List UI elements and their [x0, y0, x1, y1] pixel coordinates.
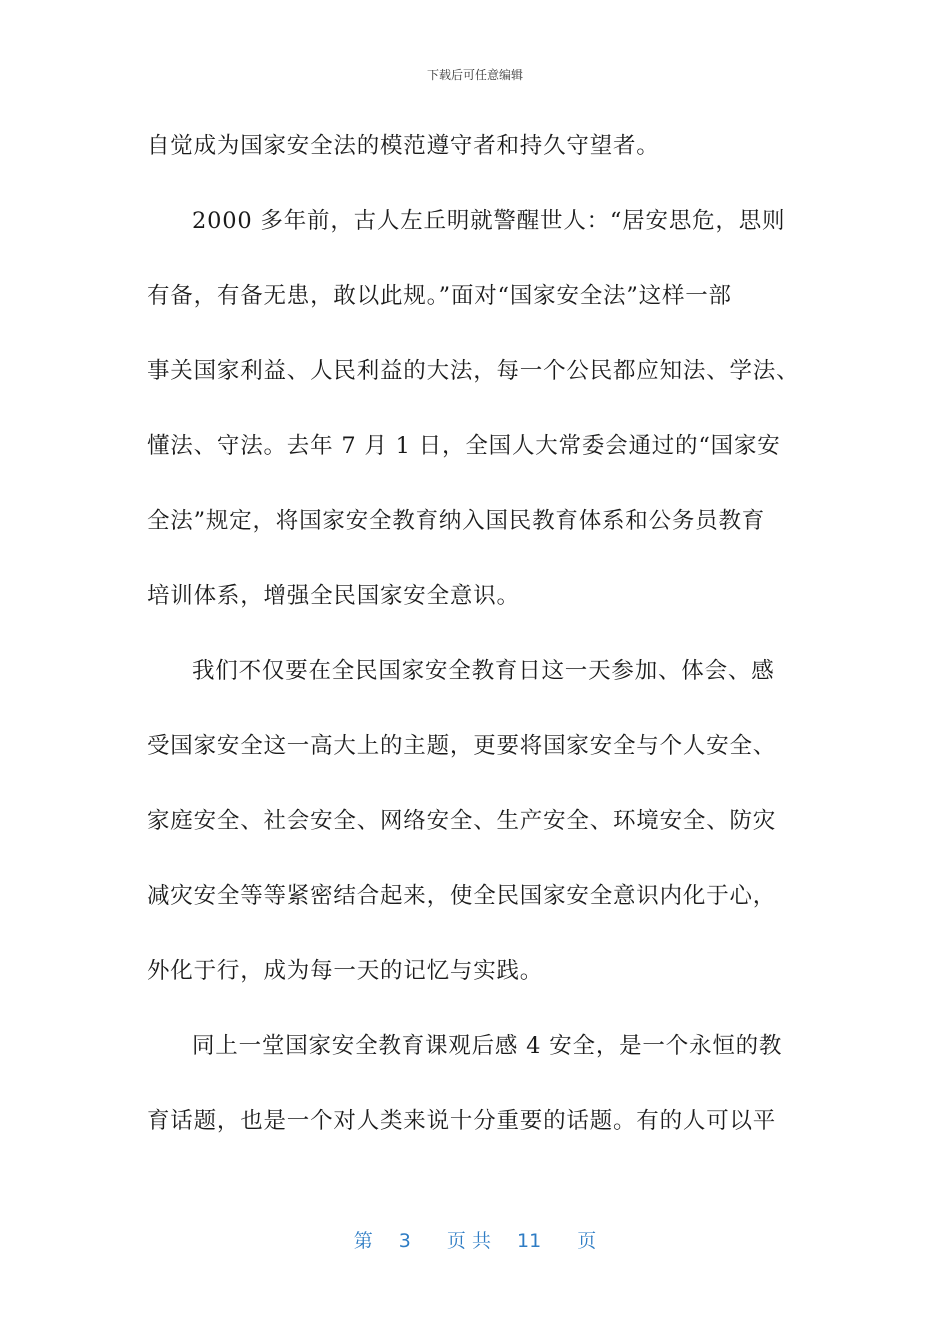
text-line: 同上一堂国家安全教育课观后感 4 安全，是一个永恒的教: [192, 1033, 783, 1059]
current-page-number: 3: [398, 1230, 411, 1252]
text-line: 育话题，也是一个对人类来说十分重要的话题。有的人可以平: [147, 1108, 777, 1134]
footer-prefix: 第: [353, 1230, 373, 1252]
text-line: 培训体系，增强全民国家安全意识。: [147, 583, 520, 609]
text-line: 减灾安全等等紧密结合起来，使全民国家安全意识内化于心，: [147, 883, 777, 909]
text-line: 自觉成为国家安全法的模范遵守者和持久守望者。: [147, 133, 660, 159]
text-line: 外化于行，成为每一天的记忆与实践。: [147, 958, 544, 984]
total-pages-number: 11: [517, 1230, 542, 1252]
header-note: 下载后可任意编辑: [426, 68, 523, 82]
text-line: 事关国家利益、人民利益的大法，每一个公民都应知法、学法、: [147, 358, 800, 384]
text-line: 懂法、守法。去年 7 月 1 日，全国人大常委会通过的“国家安: [147, 433, 781, 459]
text-line: 家庭安全、社会安全、网络安全、生产安全、环境安全、防灾: [147, 808, 777, 834]
footer-middle: 页 共: [446, 1230, 491, 1252]
text-line: 全法”规定，将国家安全教育纳入国民教育体系和公务员教育: [147, 508, 766, 534]
text-line: 受国家安全这一高大上的主题，更要将国家安全与个人安全、: [147, 733, 777, 759]
text-line: 2000 多年前，古人左丘明就警醒世人：“居安思危，思则: [192, 208, 786, 234]
text-line: 我们不仅要在全民国家安全教育日这一天参加、体会、感: [192, 658, 775, 684]
footer-suffix: 页: [577, 1230, 597, 1252]
document-body: [147, 122, 817, 1172]
page-footer: [0, 1226, 950, 1253]
text-line: 有备，有备无患，敢以此规。”面对“国家安全法”这样一部: [147, 283, 732, 309]
